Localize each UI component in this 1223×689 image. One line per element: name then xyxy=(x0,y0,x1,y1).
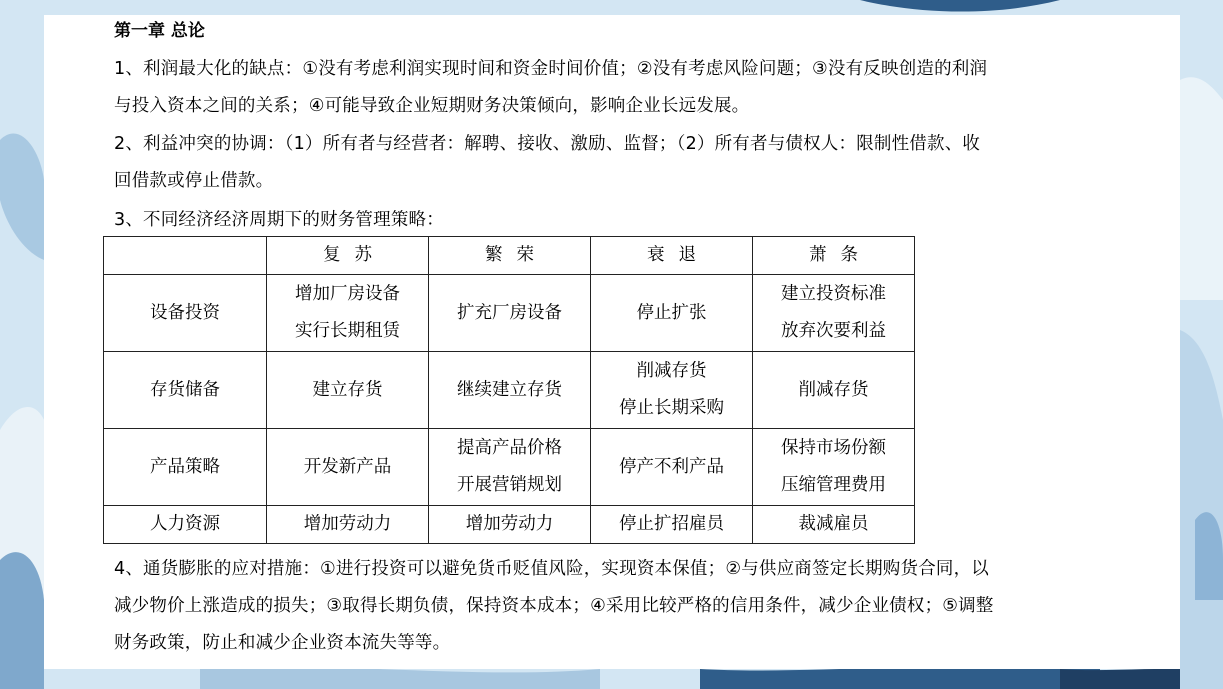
table-cell xyxy=(267,352,429,429)
table-header-cell: 衰退 xyxy=(591,237,753,275)
table-cell xyxy=(267,506,429,544)
paragraph-cycle-strategy xyxy=(114,202,1114,239)
cell-line: 扩充厂房设备 xyxy=(457,302,562,323)
table-header-cell: 繁荣 xyxy=(429,237,591,275)
table-row xyxy=(104,506,915,544)
cell-line: 削减存货 xyxy=(636,361,707,381)
row-label: 设备投资 xyxy=(104,275,267,352)
cell-line: 增加劳动力 xyxy=(465,514,554,534)
table-cell xyxy=(591,352,753,429)
table-cell xyxy=(753,352,915,429)
table-cell xyxy=(267,429,429,506)
paragraph-line: 减少物价上涨造成的损失；③取得长期负债，保持资本成本；④采用比较严格的信用条件，减少企业债权；⑤调整 xyxy=(114,596,994,616)
table-cell xyxy=(429,275,591,352)
cell-line: 裁减雇员 xyxy=(798,514,869,534)
cell-line: 压缩管理费用 xyxy=(781,475,886,495)
table-cell xyxy=(753,506,915,544)
cell-line: 建立存货 xyxy=(312,379,383,400)
cell-line: 继续建立存货 xyxy=(457,379,562,400)
paragraph-line: 1、利润最大化的缺点：①没有考虑利润实现时间和资金时间价值；②没有考虑风险问题；③没有反映创造的利润 xyxy=(114,59,988,79)
table-cell xyxy=(591,506,753,544)
table-cell xyxy=(753,429,915,506)
cell-line: 增加厂房设备 xyxy=(295,284,400,304)
table-header-cell: 复苏 xyxy=(267,237,429,275)
row-label: 存货储备 xyxy=(104,352,267,429)
table-cell xyxy=(267,275,429,352)
table-cell xyxy=(591,275,753,352)
table-cell xyxy=(429,352,591,429)
table-row xyxy=(104,275,915,352)
table-header-cell: 萧条 xyxy=(753,237,915,275)
paragraph-inflation xyxy=(114,551,1114,662)
paragraph-line: 3、不同经济经济周期下的财务管理策略： xyxy=(114,210,444,230)
cell-line: 建立投资标准 xyxy=(781,284,886,304)
paragraph-line: 4、通货膨胀的应对措施：①进行投资可以避免货币贬值风险，实现资本保值；②与供应商签定长期购货合同，以 xyxy=(114,559,990,579)
cell-line: 增加劳动力 xyxy=(303,514,392,534)
cell-line: 实行长期租赁 xyxy=(295,321,400,341)
table-header-row xyxy=(104,237,915,275)
table-cell xyxy=(591,429,753,506)
paragraph-line: 回借款或停止借款。 xyxy=(114,171,274,191)
row-label: 产品策略 xyxy=(104,429,267,506)
table-cell xyxy=(429,429,591,506)
paragraph-interest-conflict xyxy=(114,126,1114,200)
cycle-strategy-table xyxy=(103,236,915,544)
cell-line: 开展营销规划 xyxy=(457,475,562,495)
cell-line: 放弃次要利益 xyxy=(781,321,886,341)
paragraph-line: 2、利益冲突的协调：（1）所有者与经营者：解聘、接收、激励、监督；（2）所有者与债权人：限制性借款、收 xyxy=(114,134,981,154)
chapter-heading: 第一章 总论 xyxy=(114,21,205,41)
cell-line: 停产不利产品 xyxy=(619,456,724,477)
paragraph-line: 财务政策，防止和减少企业资本流失等等。 xyxy=(114,633,451,653)
cell-line: 保持市场份额 xyxy=(781,438,886,458)
row-label: 人力资源 xyxy=(104,506,267,544)
cell-line: 提高产品价格 xyxy=(457,438,562,458)
cell-line: 削减存货 xyxy=(798,379,869,400)
table-header-cell xyxy=(104,237,267,275)
table-row xyxy=(104,352,915,429)
paragraph-line: 与投入资本之间的关系；④可能导致企业短期财务决策倾向，影响企业长远发展。 xyxy=(114,96,750,116)
cell-line: 停止长期采购 xyxy=(619,398,724,418)
cell-line: 停止扩招雇员 xyxy=(619,514,724,534)
table-cell xyxy=(429,506,591,544)
cell-line: 开发新产品 xyxy=(303,456,392,477)
table-row xyxy=(104,429,915,506)
paragraph-profit-max xyxy=(114,51,1114,125)
table-cell xyxy=(753,275,915,352)
cell-line: 停止扩张 xyxy=(636,302,707,323)
